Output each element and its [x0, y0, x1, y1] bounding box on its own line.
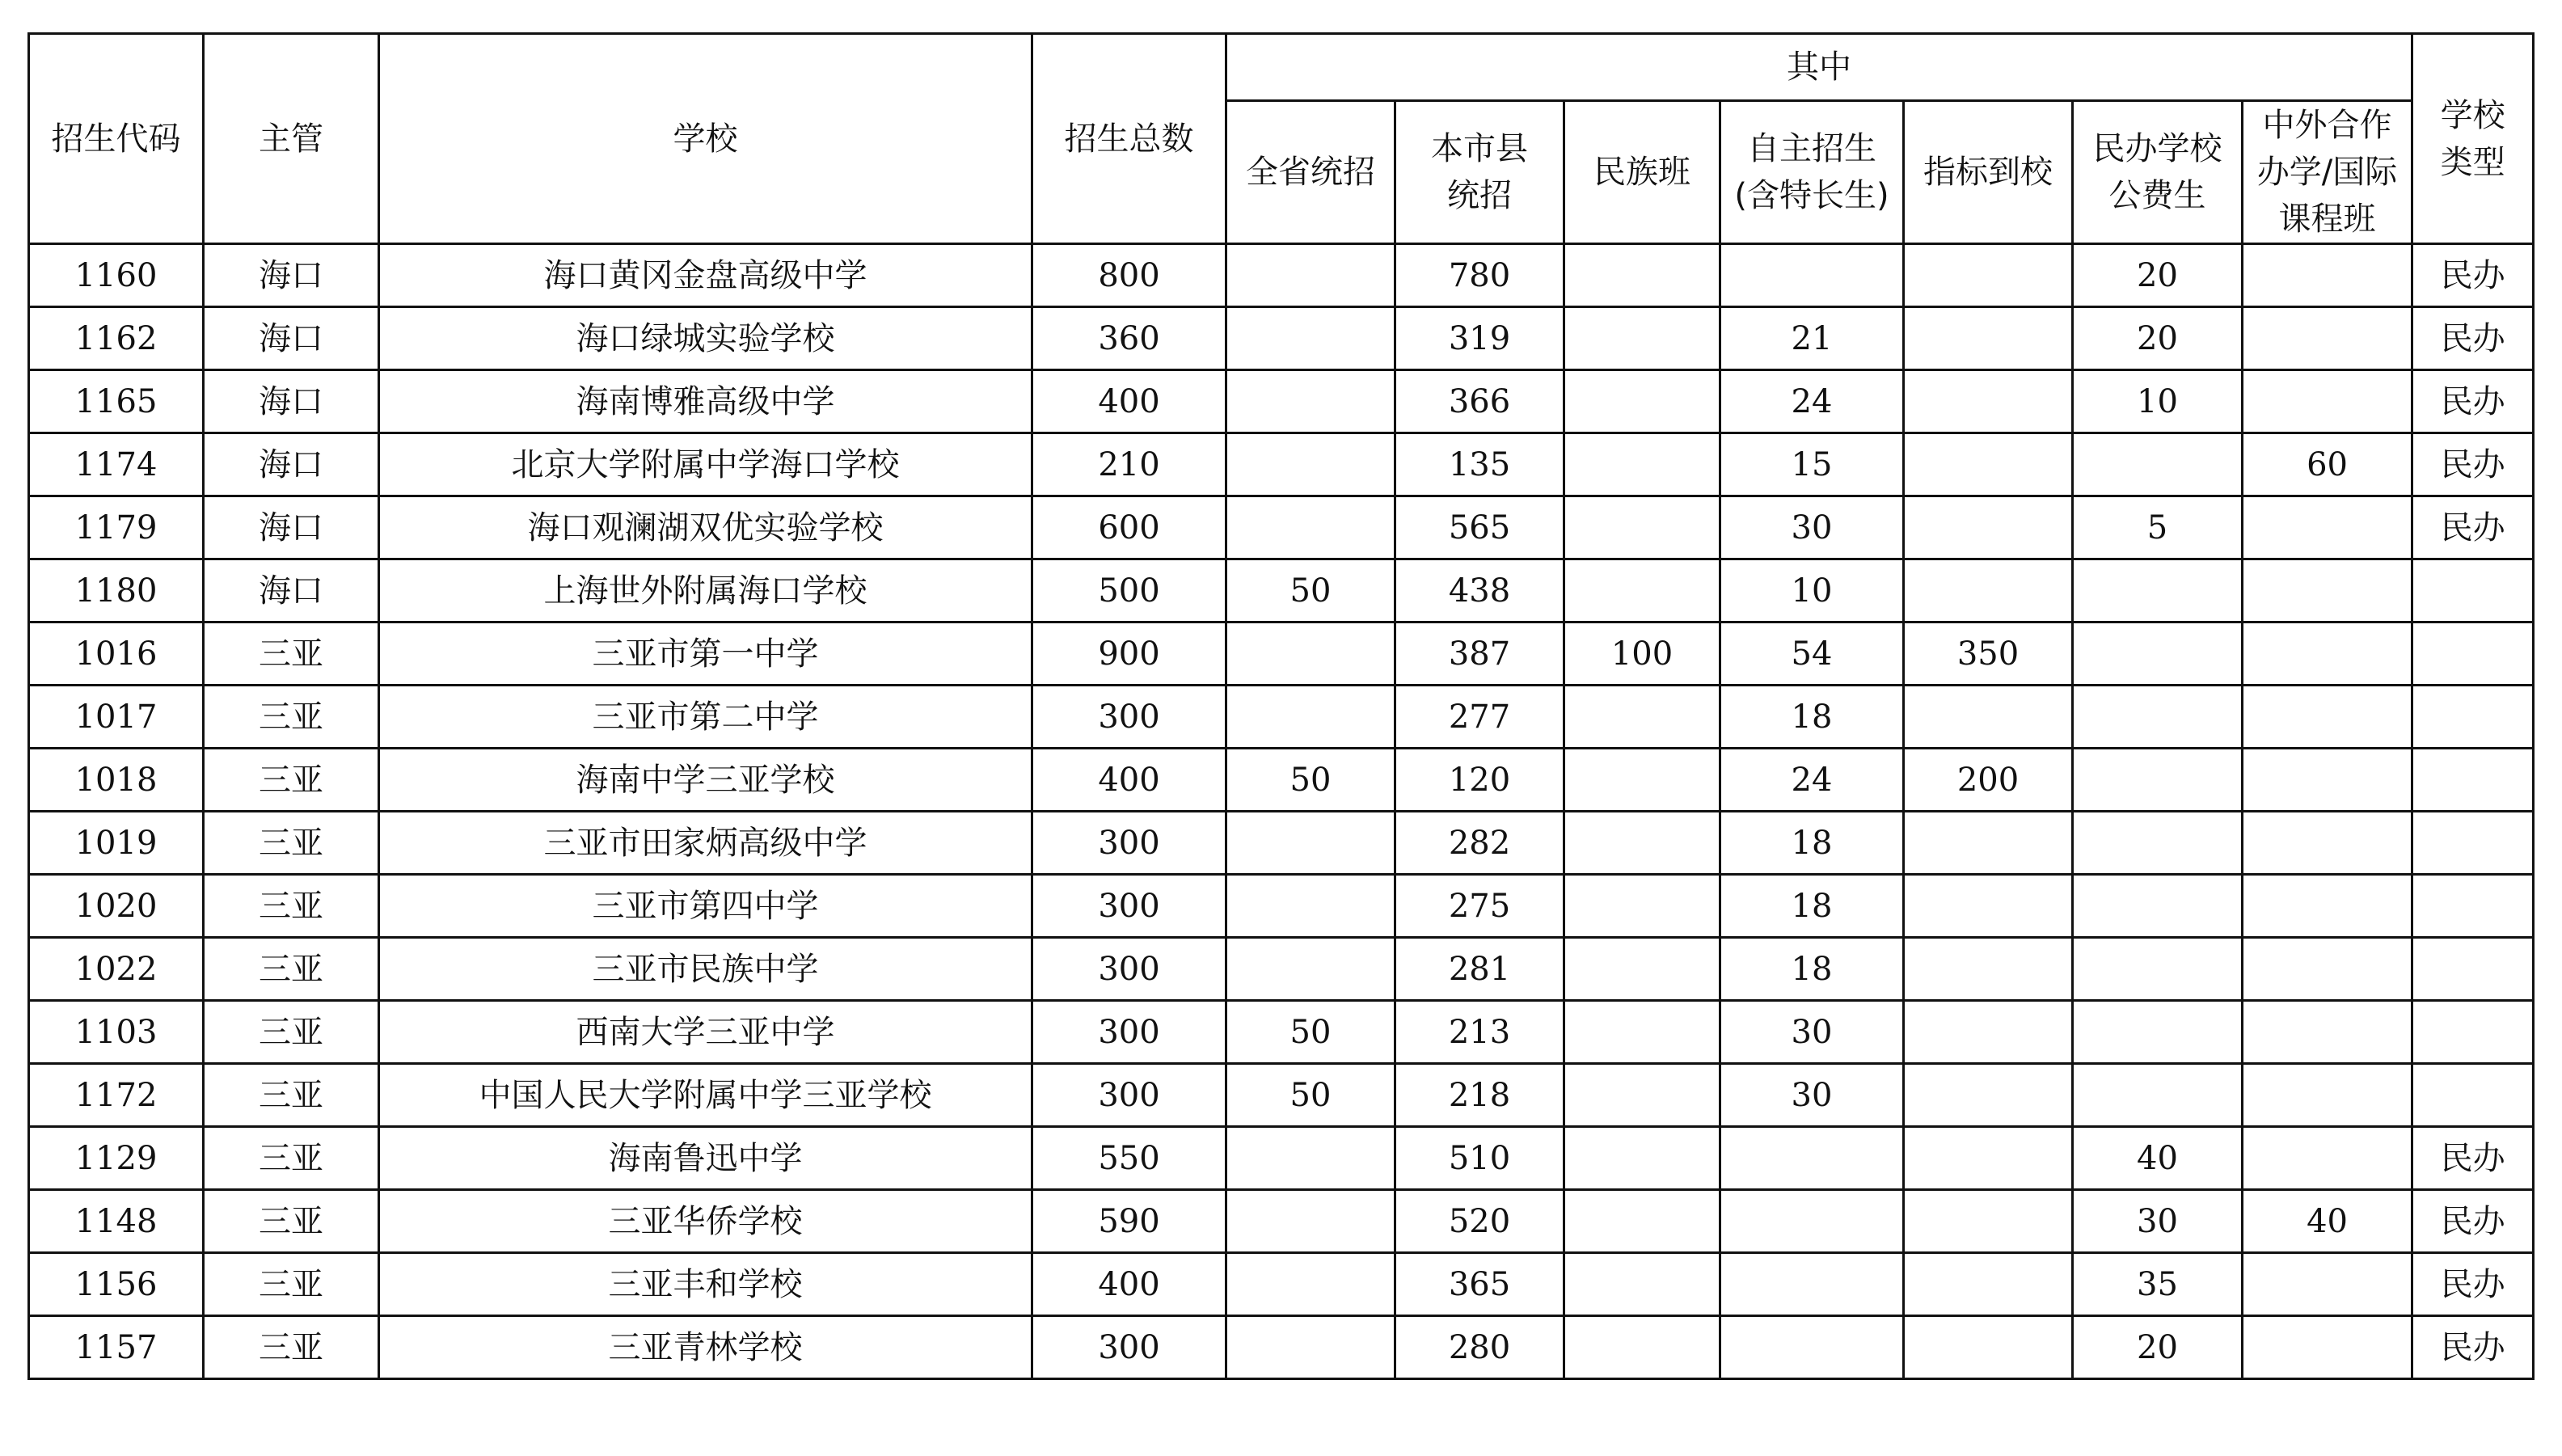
cell-independent: 24 [1720, 749, 1904, 812]
cell-code: 1180 [29, 559, 204, 622]
cell-province [1226, 686, 1395, 749]
cell-type: 民办 [2412, 1316, 2534, 1379]
table-row [29, 433, 2534, 496]
header-code: 招生代码 [29, 34, 204, 244]
cell-quota [1904, 559, 2073, 622]
cell-total: 360 [1032, 307, 1226, 370]
cell-private-public [2073, 622, 2243, 686]
cell-quota: 350 [1904, 622, 2073, 686]
cell-code: 1022 [29, 938, 204, 1001]
cell-ethnic [1564, 307, 1720, 370]
cell-code: 1174 [29, 433, 204, 496]
cell-ethnic [1564, 1064, 1720, 1127]
table-row [29, 622, 2534, 686]
cell-independent [1720, 1316, 1904, 1379]
cell-private-public: 5 [2073, 496, 2243, 559]
cell-international [2243, 1127, 2412, 1190]
table-row [29, 1064, 2534, 1127]
table-row [29, 1190, 2534, 1253]
header-school: 学校 [379, 34, 1032, 244]
cell-total: 300 [1032, 1064, 1226, 1127]
cell-type: 民办 [2412, 244, 2534, 307]
cell-international [2243, 307, 2412, 370]
cell-local: 275 [1395, 875, 1564, 938]
cell-authority: 三亚 [204, 1316, 379, 1379]
header-total: 招生总数 [1032, 34, 1226, 244]
cell-local: 780 [1395, 244, 1564, 307]
cell-type [2412, 686, 2534, 749]
cell-local: 213 [1395, 1001, 1564, 1064]
cell-total: 300 [1032, 686, 1226, 749]
cell-quota [1904, 1064, 2073, 1127]
cell-type [2412, 875, 2534, 938]
cell-independent [1720, 1253, 1904, 1316]
cell-total: 400 [1032, 1253, 1226, 1316]
cell-quota [1904, 1316, 2073, 1379]
cell-authority: 海口 [204, 244, 379, 307]
cell-total: 550 [1032, 1127, 1226, 1190]
cell-independent [1720, 244, 1904, 307]
cell-total: 590 [1032, 1190, 1226, 1253]
table-row [29, 938, 2534, 1001]
cell-authority: 三亚 [204, 938, 379, 1001]
cell-school: 三亚青林学校 [379, 1316, 1032, 1379]
cell-code: 1016 [29, 622, 204, 686]
header-international: 中外合作 办学/国际 课程班 [2243, 101, 2412, 244]
cell-ethnic [1564, 875, 1720, 938]
cell-province: 50 [1226, 559, 1395, 622]
cell-school: 中国人民大学附属中学三亚学校 [379, 1064, 1032, 1127]
cell-province: 50 [1226, 749, 1395, 812]
cell-independent: 18 [1720, 686, 1904, 749]
cell-authority: 三亚 [204, 1064, 379, 1127]
cell-private-public [2073, 686, 2243, 749]
cell-ethnic [1564, 812, 1720, 875]
cell-independent: 10 [1720, 559, 1904, 622]
cell-private-public [2073, 749, 2243, 812]
cell-private-public [2073, 433, 2243, 496]
cell-quota [1904, 686, 2073, 749]
cell-total: 300 [1032, 1001, 1226, 1064]
cell-code: 1017 [29, 686, 204, 749]
cell-province [1226, 938, 1395, 1001]
cell-province [1226, 370, 1395, 433]
cell-school: 海口观澜湖双优实验学校 [379, 496, 1032, 559]
cell-quota [1904, 1001, 2073, 1064]
cell-school: 三亚市第二中学 [379, 686, 1032, 749]
cell-international: 60 [2243, 433, 2412, 496]
cell-local: 319 [1395, 307, 1564, 370]
cell-international [2243, 370, 2412, 433]
cell-type: 民办 [2412, 433, 2534, 496]
cell-school: 三亚市民族中学 [379, 938, 1032, 1001]
cell-type [2412, 749, 2534, 812]
cell-school: 海口绿城实验学校 [379, 307, 1032, 370]
cell-private-public [2073, 1064, 2243, 1127]
cell-authority: 三亚 [204, 1127, 379, 1190]
cell-province [1226, 875, 1395, 938]
cell-code: 1162 [29, 307, 204, 370]
cell-local: 135 [1395, 433, 1564, 496]
cell-school: 上海世外附属海口学校 [379, 559, 1032, 622]
cell-private-public: 20 [2073, 1316, 2243, 1379]
cell-type: 民办 [2412, 370, 2534, 433]
cell-international [2243, 1316, 2412, 1379]
cell-independent: 30 [1720, 1064, 1904, 1127]
cell-total: 400 [1032, 370, 1226, 433]
cell-independent: 30 [1720, 496, 1904, 559]
cell-total: 300 [1032, 812, 1226, 875]
cell-international [2243, 749, 2412, 812]
table-row [29, 1253, 2534, 1316]
cell-local: 510 [1395, 1127, 1564, 1190]
cell-type [2412, 812, 2534, 875]
cell-local: 218 [1395, 1064, 1564, 1127]
cell-independent: 30 [1720, 1001, 1904, 1064]
cell-local: 281 [1395, 938, 1564, 1001]
cell-province [1226, 1127, 1395, 1190]
cell-type: 民办 [2412, 307, 2534, 370]
cell-ethnic [1564, 1190, 1720, 1253]
cell-province [1226, 622, 1395, 686]
cell-authority: 海口 [204, 559, 379, 622]
cell-type [2412, 622, 2534, 686]
cell-quota [1904, 1127, 2073, 1190]
cell-authority: 三亚 [204, 622, 379, 686]
cell-ethnic [1564, 938, 1720, 1001]
cell-school: 北京大学附属中学海口学校 [379, 433, 1032, 496]
cell-ethnic [1564, 749, 1720, 812]
cell-ethnic [1564, 244, 1720, 307]
cell-private-public [2073, 559, 2243, 622]
cell-private-public [2073, 1001, 2243, 1064]
cell-local: 438 [1395, 559, 1564, 622]
cell-type: 民办 [2412, 1127, 2534, 1190]
cell-quota [1904, 812, 2073, 875]
cell-independent: 54 [1720, 622, 1904, 686]
cell-code: 1129 [29, 1127, 204, 1190]
cell-ethnic [1564, 496, 1720, 559]
table-row [29, 812, 2534, 875]
cell-code: 1160 [29, 244, 204, 307]
cell-quota [1904, 370, 2073, 433]
cell-code: 1179 [29, 496, 204, 559]
cell-ethnic [1564, 559, 1720, 622]
cell-quota [1904, 1190, 2073, 1253]
header-private-public: 民办学校 公费生 [2073, 101, 2243, 244]
cell-province [1226, 307, 1395, 370]
table-row [29, 1316, 2534, 1379]
cell-private-public [2073, 875, 2243, 938]
cell-authority: 三亚 [204, 1253, 379, 1316]
cell-local: 277 [1395, 686, 1564, 749]
cell-international [2243, 812, 2412, 875]
cell-private-public: 20 [2073, 307, 2243, 370]
cell-local: 366 [1395, 370, 1564, 433]
cell-local: 565 [1395, 496, 1564, 559]
cell-type [2412, 559, 2534, 622]
header-quota: 指标到校 [1904, 101, 2073, 244]
cell-ethnic [1564, 1127, 1720, 1190]
cell-authority: 海口 [204, 496, 379, 559]
cell-province [1226, 496, 1395, 559]
cell-international [2243, 244, 2412, 307]
cell-school: 西南大学三亚中学 [379, 1001, 1032, 1064]
cell-international [2243, 686, 2412, 749]
cell-authority: 三亚 [204, 875, 379, 938]
cell-code: 1165 [29, 370, 204, 433]
cell-local: 387 [1395, 622, 1564, 686]
cell-private-public [2073, 938, 2243, 1001]
cell-ethnic [1564, 433, 1720, 496]
cell-total: 800 [1032, 244, 1226, 307]
cell-code: 1156 [29, 1253, 204, 1316]
cell-code: 1019 [29, 812, 204, 875]
cell-authority: 三亚 [204, 686, 379, 749]
cell-school: 三亚华侨学校 [379, 1190, 1032, 1253]
cell-school: 海口黄冈金盘高级中学 [379, 244, 1032, 307]
cell-type: 民办 [2412, 1253, 2534, 1316]
cell-private-public: 10 [2073, 370, 2243, 433]
cell-independent: 18 [1720, 875, 1904, 938]
cell-school: 海南博雅高级中学 [379, 370, 1032, 433]
table-row [29, 686, 2534, 749]
cell-quota [1904, 307, 2073, 370]
cell-type [2412, 1001, 2534, 1064]
table-row [29, 1127, 2534, 1190]
table-row [29, 749, 2534, 812]
cell-private-public: 30 [2073, 1190, 2243, 1253]
cell-school: 三亚市第一中学 [379, 622, 1032, 686]
table-row [29, 1001, 2534, 1064]
cell-international [2243, 1064, 2412, 1127]
cell-province: 50 [1226, 1064, 1395, 1127]
cell-province [1226, 1253, 1395, 1316]
cell-code: 1020 [29, 875, 204, 938]
cell-code: 1172 [29, 1064, 204, 1127]
cell-province [1226, 244, 1395, 307]
cell-quota [1904, 875, 2073, 938]
cell-province [1226, 1316, 1395, 1379]
cell-international [2243, 622, 2412, 686]
cell-international [2243, 875, 2412, 938]
cell-total: 500 [1032, 559, 1226, 622]
header-ethnic: 民族班 [1564, 101, 1720, 244]
cell-code: 1157 [29, 1316, 204, 1379]
table-row [29, 496, 2534, 559]
cell-type: 民办 [2412, 496, 2534, 559]
cell-quota [1904, 496, 2073, 559]
cell-authority: 三亚 [204, 749, 379, 812]
cell-quota [1904, 938, 2073, 1001]
header-province: 全省统招 [1226, 101, 1395, 244]
cell-ethnic [1564, 370, 1720, 433]
cell-province [1226, 812, 1395, 875]
cell-total: 210 [1032, 433, 1226, 496]
cell-private-public: 35 [2073, 1253, 2243, 1316]
cell-province [1226, 1190, 1395, 1253]
cell-local: 280 [1395, 1316, 1564, 1379]
cell-international [2243, 1001, 2412, 1064]
cell-local: 365 [1395, 1253, 1564, 1316]
cell-international [2243, 559, 2412, 622]
header-independent: 自主招生 (含特长生) [1720, 101, 1904, 244]
cell-international [2243, 1253, 2412, 1316]
cell-independent: 24 [1720, 370, 1904, 433]
cell-total: 600 [1032, 496, 1226, 559]
cell-ethnic [1564, 1316, 1720, 1379]
header-school-type: 学校 类型 [2412, 34, 2534, 244]
cell-school: 三亚丰和学校 [379, 1253, 1032, 1316]
cell-private-public: 40 [2073, 1127, 2243, 1190]
cell-independent [1720, 1190, 1904, 1253]
table-row [29, 307, 2534, 370]
cell-authority: 海口 [204, 307, 379, 370]
cell-authority: 三亚 [204, 1001, 379, 1064]
cell-quota [1904, 433, 2073, 496]
cell-authority: 海口 [204, 370, 379, 433]
cell-type: 民办 [2412, 1190, 2534, 1253]
table-body [29, 244, 2534, 1379]
cell-school: 海南中学三亚学校 [379, 749, 1032, 812]
table-row [29, 559, 2534, 622]
cell-ethnic: 100 [1564, 622, 1720, 686]
cell-type [2412, 1064, 2534, 1127]
admissions-table [27, 32, 2535, 1380]
cell-ethnic [1564, 686, 1720, 749]
table-row [29, 875, 2534, 938]
cell-international: 40 [2243, 1190, 2412, 1253]
cell-private-public [2073, 812, 2243, 875]
cell-school: 三亚市第四中学 [379, 875, 1032, 938]
cell-school: 海南鲁迅中学 [379, 1127, 1032, 1190]
cell-authority: 三亚 [204, 812, 379, 875]
cell-total: 300 [1032, 875, 1226, 938]
cell-quota [1904, 1253, 2073, 1316]
cell-international [2243, 496, 2412, 559]
cell-ethnic [1564, 1001, 1720, 1064]
header-authority: 主管 [204, 34, 379, 244]
cell-code: 1103 [29, 1001, 204, 1064]
cell-independent [1720, 1127, 1904, 1190]
cell-total: 400 [1032, 749, 1226, 812]
cell-quota [1904, 244, 2073, 307]
cell-ethnic [1564, 1253, 1720, 1316]
cell-independent: 18 [1720, 938, 1904, 1001]
cell-independent: 15 [1720, 433, 1904, 496]
cell-total: 300 [1032, 938, 1226, 1001]
cell-authority: 海口 [204, 433, 379, 496]
cell-code: 1148 [29, 1190, 204, 1253]
cell-independent: 21 [1720, 307, 1904, 370]
cell-authority: 三亚 [204, 1190, 379, 1253]
header-group: 其中 [1226, 34, 2412, 101]
cell-type [2412, 938, 2534, 1001]
cell-local: 120 [1395, 749, 1564, 812]
cell-code: 1018 [29, 749, 204, 812]
cell-quota: 200 [1904, 749, 2073, 812]
cell-independent: 18 [1720, 812, 1904, 875]
cell-local: 520 [1395, 1190, 1564, 1253]
header-local: 本市县 统招 [1395, 101, 1564, 244]
cell-province [1226, 433, 1395, 496]
cell-province: 50 [1226, 1001, 1395, 1064]
cell-total: 300 [1032, 1316, 1226, 1379]
cell-private-public: 20 [2073, 244, 2243, 307]
cell-international [2243, 938, 2412, 1001]
table-row [29, 244, 2534, 307]
table-row [29, 370, 2534, 433]
cell-total: 900 [1032, 622, 1226, 686]
cell-local: 282 [1395, 812, 1564, 875]
cell-school: 三亚市田家炳高级中学 [379, 812, 1032, 875]
